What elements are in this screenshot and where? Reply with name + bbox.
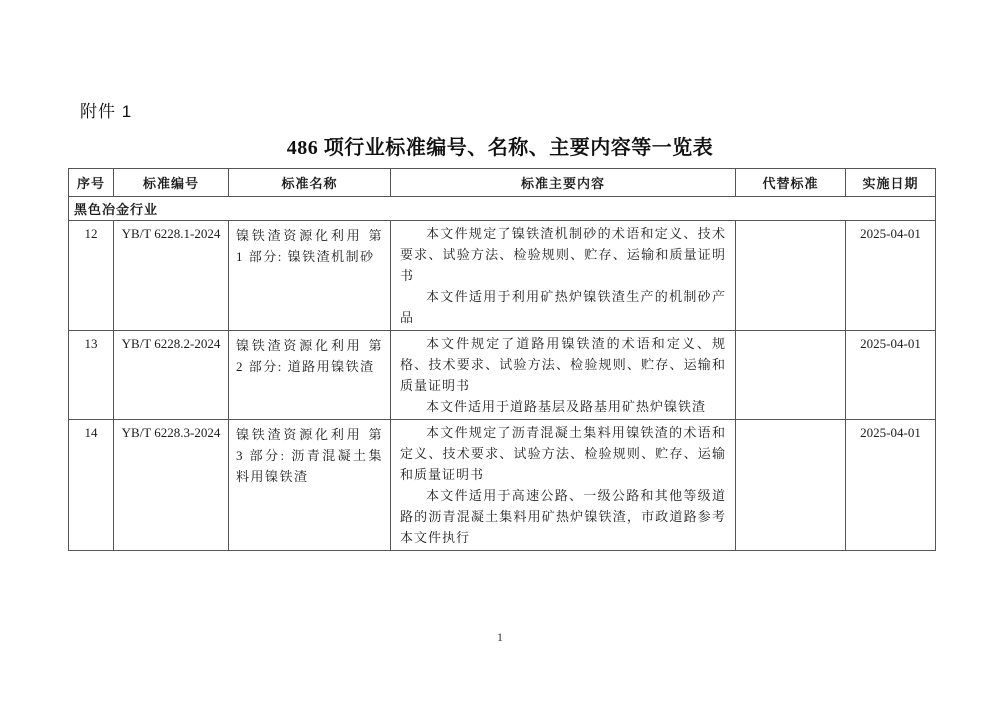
seq-cell: 12 [69, 221, 114, 331]
content-cell [391, 420, 736, 551]
header-content: 标准主要内容 [391, 169, 736, 197]
header-name: 标准名称 [229, 169, 391, 197]
header-seq: 序号 [69, 169, 114, 197]
standards-table [68, 168, 936, 551]
page-number: 1 [497, 630, 503, 644]
seq-cell: 14 [69, 420, 114, 551]
table-row [69, 420, 936, 551]
content-cell [391, 331, 736, 420]
section-row [69, 197, 936, 221]
replaced-cell [736, 221, 846, 331]
date-cell: 2025-04-01 [846, 331, 936, 420]
name-cell: 镍铁渣资源化利用 第 1 部分: 镍铁渣机制砂 [229, 221, 391, 331]
table-row [69, 331, 936, 420]
replaced-cell [736, 331, 846, 420]
name-cell: 镍铁渣资源化利用 第 3 部分: 沥青混凝土集料用镍铁渣 [229, 420, 391, 551]
table-header-row [69, 169, 936, 197]
date-cell: 2025-04-01 [846, 221, 936, 331]
replaced-cell [736, 420, 846, 551]
attachment-label: 附件 1 [80, 102, 133, 121]
code-cell: YB/T 6228.3-2024 [114, 420, 229, 551]
content-paragraph-1: 本文件规定了道路用镍铁渣的术语和定义、规格、技术要求、试验方法、检验规则、贮存、运输和质量证明书 [400, 336, 726, 393]
header-date: 实施日期 [846, 169, 936, 197]
section-label: 黑色冶金行业 [69, 197, 936, 221]
code-cell: YB/T 6228.1-2024 [114, 221, 229, 331]
code-cell: YB/T 6228.2-2024 [114, 331, 229, 420]
name-cell: 镍铁渣资源化利用 第 2 部分: 道路用镍铁渣 [229, 331, 391, 420]
header-replaced: 代替标准 [736, 169, 846, 197]
content-paragraph-2: 本文件适用于道路基层及路基用矿热炉镍铁渣 [426, 399, 707, 414]
content-paragraph-2: 本文件适用于利用矿热炉镍铁渣生产的机制砂产品 [400, 289, 726, 325]
content-cell [391, 221, 736, 331]
table-row [69, 221, 936, 331]
content-paragraph-2: 本文件适用于高速公路、一级公路和其他等级道路的沥青混凝土集料用矿热炉镍铁渣，市政道路参考本文件执行 [400, 488, 726, 545]
content-paragraph-1: 本文件规定了镍铁渣机制砂的术语和定义、技术要求、试验方法、检验规则、贮存、运输和质量证明书 [400, 226, 726, 283]
date-cell: 2025-04-01 [846, 420, 936, 551]
header-code: 标准编号 [114, 169, 229, 197]
doc-title: 486 项行业标准编号、名称、主要内容等一览表 [286, 137, 714, 159]
content-paragraph-1: 本文件规定了沥青混凝土集料用镍铁渣的术语和定义、技术要求、试验方法、检验规则、贮存、运输和质量证明书 [400, 425, 726, 482]
seq-cell: 13 [69, 331, 114, 420]
